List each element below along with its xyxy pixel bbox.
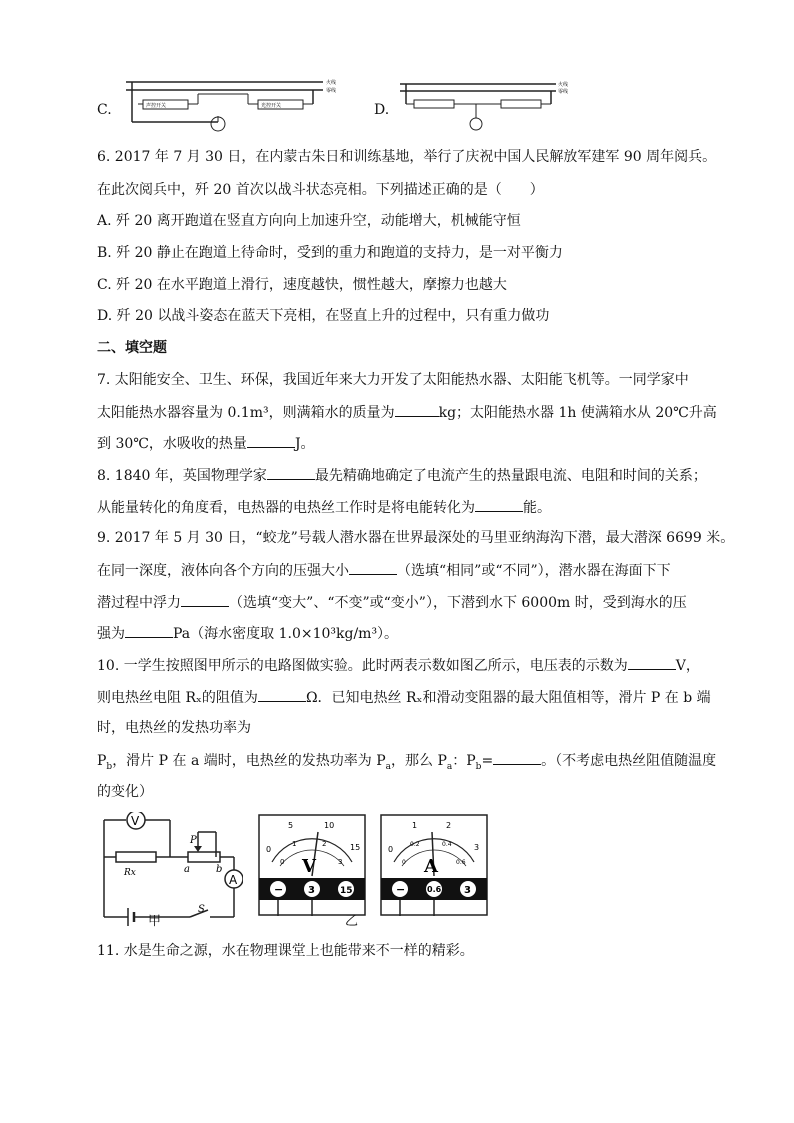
a-scale-bottom-2: 0.4 xyxy=(442,841,452,848)
a-scale-top-1: 1 xyxy=(412,821,418,830)
svg-text:S: S xyxy=(198,904,205,915)
q10-blank-resistance[interactable] xyxy=(258,687,306,702)
v-scale-bottom-3: 3 xyxy=(338,858,343,866)
switch-label-c1: 声控开关 xyxy=(146,103,167,109)
q6-line1: 6. 2017 年 7 月 30 日，在内蒙古朱日和训练基地，举行了庆祝中国人民解放军建军 90 周年阅兵。 xyxy=(97,149,717,165)
q9-blank-buoyancy[interactable] xyxy=(181,592,229,607)
q6-option-b: B. 歼 20 静止在跑道上待命时，受到的重力和跑道的支持力，是一对平衡力 xyxy=(97,245,563,261)
q8-line2: 从能量转化的角度看，电热器的电热丝工作时是将电能转化为 能。 xyxy=(97,497,551,518)
zero-line-label-d: 零线 xyxy=(558,89,569,95)
circuit-option-d xyxy=(396,76,586,136)
q9-line1: 9. 2017 年 5 月 30 日，“蛟龙”号载人潜水器在世界最深处的马里亚纳海沟下潜，最大潜深 6699 米。 xyxy=(97,530,735,546)
q10-line4: $P_b$，滑片 P 在 a 端时，电热丝的发热功率为 $P_a$，那么 $P_a$：$P_b=$ 。（不考虑电热丝阻值随温度 xyxy=(97,750,716,777)
svg-text:A: A xyxy=(229,873,238,887)
q6-line2: 在此次阅兵中，歼 20 首次以战斗状态亮相。下列描述正确的是（ ） xyxy=(97,182,544,198)
switch-label-c2: 光控开关 xyxy=(261,103,282,109)
a-scale-top-3: 3 xyxy=(474,843,480,852)
caption-jia: 甲 xyxy=(148,914,162,929)
option-d-label: D. xyxy=(374,102,390,118)
v-scale-bottom-1: 1 xyxy=(292,840,297,848)
q10-line5: 的变化） xyxy=(97,784,153,800)
a-symbol: A xyxy=(424,856,438,877)
figure-jia-circuit xyxy=(98,812,243,932)
q10-blank-voltage[interactable] xyxy=(628,655,676,670)
v-scale-top-2: 10 xyxy=(324,821,335,830)
q10-line1: 10. 一学生按照图甲所示的电路图做实验。此时两表示数如图乙所示，电压表的示数为 V， xyxy=(97,655,700,676)
q11-line: 11. 水是生命之源，水在物理课堂上也能带来不一样的精彩。 xyxy=(97,943,474,959)
q6-option-d: D. 歼 20 以战斗姿态在蓝天下亮相，在竖直上升的过程中，只有重力做功 xyxy=(97,308,550,324)
option-c-label: C. xyxy=(97,102,112,118)
q8-blank-scientist[interactable] xyxy=(267,465,315,480)
svg-text:Rx: Rx xyxy=(124,868,136,878)
q9-blank-pressure[interactable] xyxy=(349,560,397,575)
v-terminal-3: 3 xyxy=(308,885,315,896)
q10-blank-ratio[interactable] xyxy=(493,750,541,765)
q10-line3: 时，电热丝的发热功率为 xyxy=(97,720,251,736)
v-terminal-15: 15 xyxy=(340,886,353,896)
q7-line2: 太阳能热水器容量为 0.1m³，则满箱水的质量为 kg；太阳能热水器 1h 使满箱水从 20℃升高 xyxy=(97,402,717,423)
fire-line-label: 火线 xyxy=(326,80,337,86)
a-scale-bottom-1: 0.2 xyxy=(410,841,420,848)
v-symbol: V xyxy=(302,856,316,877)
voltmeter-dial xyxy=(258,814,366,918)
q9-line4: 强为 Pa（海水密度取 1.0×10³kg/m³）。 xyxy=(97,623,398,644)
a-terminal-neg: − xyxy=(396,883,406,896)
a-terminal-3: 3 xyxy=(464,885,471,896)
q7-line1: 7. 太阳能安全、卫生、环保，我国近年来大力开发了太阳能热水器、太阳能飞机等。一同学家中 xyxy=(97,372,689,388)
v-scale-top-1: 5 xyxy=(288,821,294,830)
q7-blank-heat[interactable] xyxy=(247,433,295,448)
a-terminal-06: 0.6 xyxy=(427,885,442,894)
fire-line-label-d: 火线 xyxy=(558,82,569,88)
svg-text:b: b xyxy=(216,864,223,875)
q10-line2: 则电热丝电阻 Rₓ的阻值为 Ω．已知电热丝 Rₓ和滑动变阻器的最大阻值相等，滑片 P 在 b 端 xyxy=(97,687,711,708)
q9-blank-pa[interactable] xyxy=(125,623,173,638)
svg-text:P: P xyxy=(190,835,197,846)
v-scale-top-3: 15 xyxy=(350,843,361,852)
v-scale-bottom-0: 0 xyxy=(280,858,285,866)
q9-line3: 潜过程中浮力 （选填“变大”、“不变”或“变小”），下潜到水下 6000m 时，受到海水的压 xyxy=(97,592,687,613)
v-scale-top-0: 0 xyxy=(266,845,272,854)
ammeter-dial xyxy=(380,814,488,918)
svg-text:V: V xyxy=(131,814,140,828)
resistor-rx xyxy=(116,852,156,862)
q7-blank-mass[interactable] xyxy=(395,402,439,417)
caption-yi: 乙 xyxy=(345,914,359,929)
v-scale-bottom-2: 2 xyxy=(322,840,327,848)
zero-line-label: 零线 xyxy=(326,88,337,94)
q6-option-a: A. 歼 20 离开跑道在竖直方向向上加速升空，动能增大，机械能守恒 xyxy=(97,213,521,229)
svg-text:a: a xyxy=(184,864,190,875)
a-scale-bottom-3: 0.6 xyxy=(456,859,466,866)
q7-line3: 到 30℃，水吸收的热量 J。 xyxy=(97,433,315,454)
q9-line2: 在同一深度，液体向各个方向的压强大小 （选填“相同”或“不同”），潜水器在海面下下 xyxy=(97,560,671,581)
v-terminal-neg: − xyxy=(274,883,284,896)
a-scale-top-0: 0 xyxy=(388,845,394,854)
a-scale-bottom-0: 0 xyxy=(402,859,406,866)
q6-option-c: C. 歼 20 在水平跑道上滑行，速度越快，惯性越大，摩擦力也越大 xyxy=(97,277,507,293)
q8-line1: 8. 1840 年，英国物理学家 最先精确地确定了电流产生的热量跟电流、电阻和时间的关系； xyxy=(97,465,707,486)
rheostat xyxy=(188,852,220,862)
q8-blank-energy[interactable] xyxy=(475,497,523,512)
section-title: 二、填空题 xyxy=(97,340,167,356)
a-scale-top-2: 2 xyxy=(446,821,452,830)
circuit-option-c xyxy=(118,72,348,136)
